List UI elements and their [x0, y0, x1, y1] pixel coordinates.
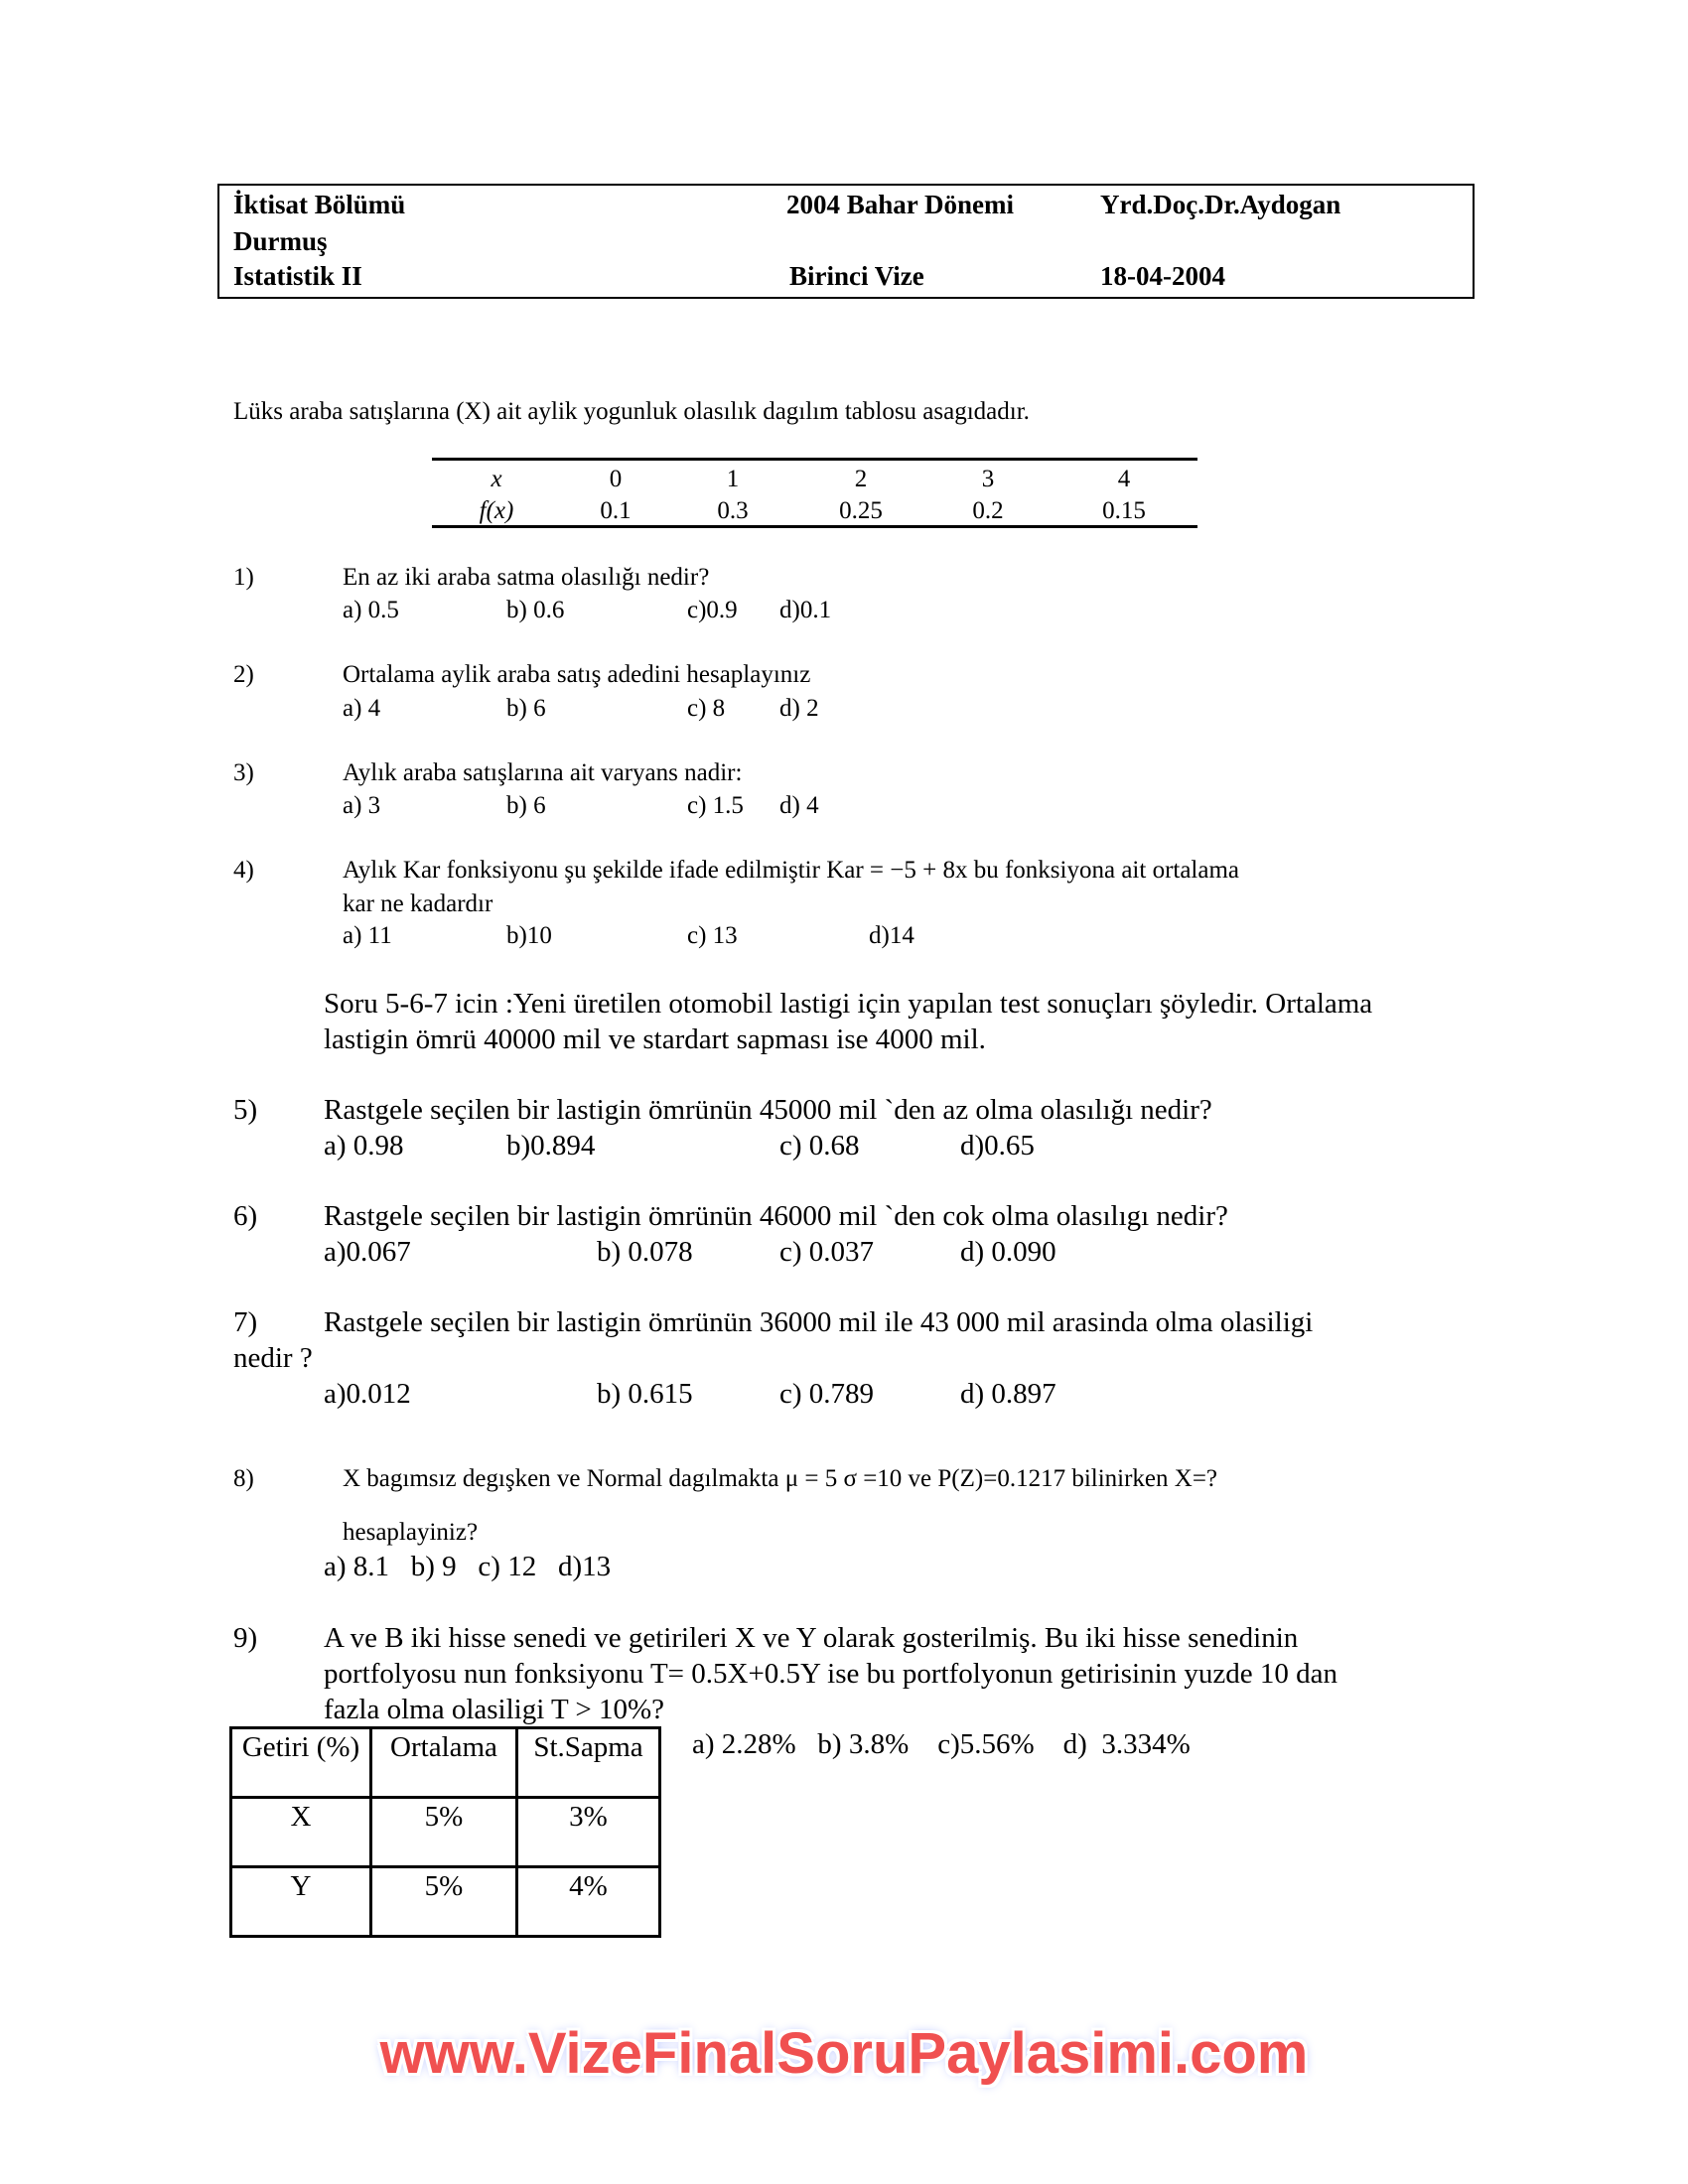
- soru567-line2: lastigin ömrü 40000 mil ve stardart sapması ise 4000 mil.: [324, 1024, 986, 1055]
- q4-text: Aylık Kar fonksiyonu şu şekilde ifade edilmiştir Kar = −5 + 8x bu fonksiyona ait ortalama: [343, 857, 1240, 884]
- q8-text-2: hesaplayiniz?: [343, 1519, 479, 1546]
- f-label: f(x): [479, 497, 514, 524]
- table-cell: X: [231, 1798, 371, 1867]
- x-value: 0: [609, 466, 623, 492]
- q4-option-a: a) 11: [343, 922, 392, 949]
- q2-option-c: c) 8: [687, 695, 726, 722]
- q3-option-a: a) 3: [343, 792, 381, 819]
- q4-option-c: c) 13: [687, 922, 738, 949]
- f-value: 0.3: [717, 497, 749, 524]
- f-value: 0.2: [972, 497, 1004, 524]
- q8-options: a) 8.1 b) 9 c) 12 d)13: [324, 1551, 612, 1582]
- table-rule-top: [432, 458, 1197, 461]
- watermark: www.VizeFinalSoruPaylasimi.com: [379, 2021, 1309, 2086]
- intro-text: Lüks araba satışlarına (X) ait aylik yogunluk olasılık dagılım tablosu asagıdadır.: [233, 398, 1030, 425]
- q6-number: 6): [233, 1200, 258, 1232]
- q6-option-b: b) 0.078: [597, 1236, 693, 1268]
- q7-number: 7): [233, 1306, 258, 1338]
- q3-text: Aylık araba satışlarına ait varyans nadir:: [343, 759, 743, 786]
- q5-option-b: b)0.894: [506, 1130, 596, 1161]
- q8-text: X bagımsız degışken ve Normal dagılmakta μ = 5 σ =10 ve P(Z)=0.1217 bilinirken X=?: [343, 1465, 1218, 1492]
- q5-text: Rastgele seçilen bir lastigin ömrünün 45000 mil `den az olma olasılığı nedir?: [324, 1094, 1212, 1126]
- q2-number: 2): [233, 661, 254, 688]
- q9-line3: fazla olma olasiligi T > 10%?: [324, 1694, 665, 1725]
- f-value: 0.15: [1102, 497, 1146, 524]
- q4-text-2: kar ne kadardır: [343, 890, 493, 917]
- table-row: [231, 1798, 660, 1867]
- x-value: 2: [854, 466, 868, 492]
- f-value: 0.1: [600, 497, 632, 524]
- q1-number: 1): [233, 564, 254, 591]
- q9-options: a) 2.28% b) 3.8% c)5.56% d) 3.334%: [692, 1728, 1191, 1760]
- q5-number: 5): [233, 1094, 258, 1126]
- table-cell: 5%: [371, 1867, 517, 1937]
- header-exam: Birinci Vize: [789, 261, 924, 291]
- header-course: Istatistik II: [233, 261, 362, 291]
- q9-line1: A ve B iki hisse senedi ve getirileri X ve Y olarak gosterilmiş. Bu iki hisse senedinin: [324, 1622, 1299, 1654]
- table-header: Ortalama: [371, 1728, 517, 1798]
- q2-option-d: d) 2: [779, 695, 819, 722]
- q3-option-d: d) 4: [779, 792, 819, 819]
- q7-text-2: nedir ?: [233, 1342, 313, 1374]
- q1-option-b: b) 0.6: [506, 597, 565, 623]
- q1-option-c: c)0.9: [687, 597, 738, 623]
- header-instructor: Yrd.Doç.Dr.Aydogan: [1100, 190, 1341, 219]
- table-cell: 3%: [517, 1798, 660, 1867]
- header-date: 18-04-2004: [1100, 261, 1225, 291]
- table-cell: Y: [231, 1867, 371, 1937]
- q4-option-d: d)14: [869, 922, 914, 949]
- table-rule-bottom: [432, 525, 1197, 528]
- q3-number: 3): [233, 759, 254, 786]
- q7-option-d: d) 0.897: [960, 1378, 1056, 1410]
- table-header: Getiri (%): [231, 1728, 371, 1798]
- table-cell: 5%: [371, 1798, 517, 1867]
- q1-text: En az iki araba satma olasılığı nedir?: [343, 564, 710, 591]
- q2-option-b: b) 6: [506, 695, 546, 722]
- x-label: x: [491, 466, 502, 492]
- q3-option-c: c) 1.5: [687, 792, 744, 819]
- header-dept2: Durmuş: [233, 226, 328, 256]
- q5-option-a: a) 0.98: [324, 1130, 404, 1161]
- q3-option-b: b) 6: [506, 792, 546, 819]
- q7-option-c: c) 0.789: [779, 1378, 875, 1410]
- x-value: 1: [726, 466, 740, 492]
- q6-option-c: c) 0.037: [779, 1236, 875, 1268]
- q2-option-a: a) 4: [343, 695, 381, 722]
- q6-text: Rastgele seçilen bir lastigin ömrünün 46000 mil `den cok olma olasılıgı nedir?: [324, 1200, 1228, 1232]
- q4-number: 4): [233, 857, 254, 884]
- table-row: [231, 1867, 660, 1937]
- header-dept: İktisat Bölümü: [233, 190, 406, 219]
- table-cell: 4%: [517, 1867, 660, 1937]
- f-value: 0.25: [839, 497, 883, 524]
- q7-option-b: b) 0.615: [597, 1378, 693, 1410]
- q8-number: 8): [233, 1465, 254, 1492]
- q9-number: 9): [233, 1622, 258, 1654]
- q9-line2: portfolyosu nun fonksiyonu T= 0.5X+0.5Y ise bu portfolyonun getirisinin yuzde 10 dan: [324, 1658, 1338, 1690]
- q7-text: Rastgele seçilen bir lastigin ömrünün 36000 mil ile 43 000 mil arasinda olma olasiligi: [324, 1306, 1314, 1338]
- q5-option-c: c) 0.68: [779, 1130, 860, 1161]
- q5-option-d: d)0.65: [960, 1130, 1035, 1161]
- x-value: 3: [981, 466, 995, 492]
- q7-option-a: a)0.012: [324, 1378, 411, 1410]
- soru567-line1: Soru 5-6-7 icin :Yeni üretilen otomobil lastigi için yapılan test sonuçları şöyledir. Ortalama: [324, 988, 1373, 1020]
- q1-option-d: d)0.1: [779, 597, 832, 623]
- header-term: 2004 Bahar Dönemi: [786, 190, 1015, 219]
- table-header: St.Sapma: [517, 1728, 660, 1798]
- q6-option-a: a)0.067: [324, 1236, 411, 1268]
- x-value: 4: [1117, 466, 1131, 492]
- returns-table: [229, 1726, 661, 1938]
- q2-text: Ortalama aylik araba satış adedini hesaplayınız: [343, 661, 811, 688]
- q4-option-b: b)10: [506, 922, 552, 949]
- q1-option-a: a) 0.5: [343, 597, 399, 623]
- q6-option-d: d) 0.090: [960, 1236, 1056, 1268]
